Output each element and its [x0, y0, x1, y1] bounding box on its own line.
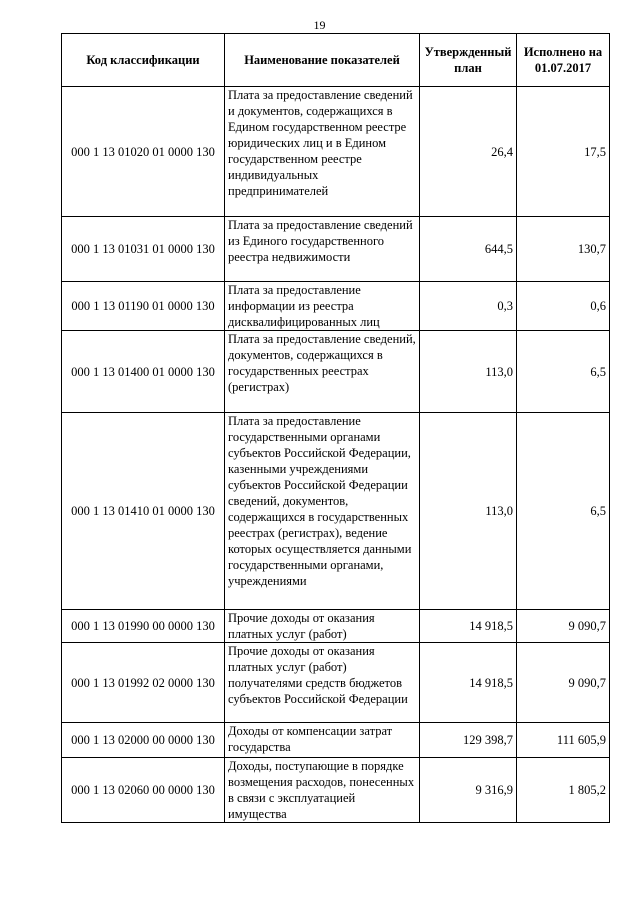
plan-cell: 113,0: [420, 413, 517, 610]
table-row: [62, 643, 610, 723]
header-code: Код классификации: [62, 34, 225, 87]
code-cell: 000 1 13 01990 00 0000 130: [62, 610, 225, 643]
name-cell: Плата за предоставление сведений и документов, содержащихся в Едином государственном реестре юридических лиц и в Едином государственном реестре индивидуальных предпринимателей: [225, 87, 420, 217]
done-cell: 17,5: [517, 87, 610, 217]
code-cell: 000 1 13 01190 01 0000 130: [62, 282, 225, 331]
name-cell: Плата за предоставление государственными органами субъектов Российской Федерации, казенными учреждениями субъектов Российской Федерации сведений, документов, содержащихся в государственных реестрах (регистрах), ведение которых осуществляется данными государственными органами, учреждениями: [225, 413, 420, 610]
table-row: [62, 610, 610, 643]
done-cell: 130,7: [517, 217, 610, 282]
code-cell: 000 1 13 01031 01 0000 130: [62, 217, 225, 282]
plan-cell: 129 398,7: [420, 723, 517, 758]
table-row: [62, 217, 610, 282]
done-cell: 6,5: [517, 331, 610, 413]
code-cell: 000 1 13 02060 00 0000 130: [62, 758, 225, 823]
code-cell: 000 1 13 01410 01 0000 130: [62, 413, 225, 610]
plan-cell: 0,3: [420, 282, 517, 331]
plan-cell: 14 918,5: [420, 610, 517, 643]
code-cell: 000 1 13 01992 02 0000 130: [62, 643, 225, 723]
table-row: [62, 331, 610, 413]
done-cell: 0,6: [517, 282, 610, 331]
name-cell: Плата за предоставление сведений, документов, содержащихся в государственных реестрах (регистрах): [225, 331, 420, 413]
budget-table: [61, 33, 610, 823]
plan-cell: 9 316,9: [420, 758, 517, 823]
table-header-row: [62, 34, 610, 87]
table-row: [62, 758, 610, 823]
code-cell: 000 1 13 02000 00 0000 130: [62, 723, 225, 758]
name-cell: Прочие доходы от оказания платных услуг (работ): [225, 610, 420, 643]
name-cell: Плата за предоставление сведений из Единого государственного реестра недвижимости: [225, 217, 420, 282]
code-cell: 000 1 13 01020 01 0000 130: [62, 87, 225, 217]
header-name: Наименование показателей: [225, 34, 420, 87]
plan-cell: 26,4: [420, 87, 517, 217]
name-cell: Плата за предоставление информации из реестра дисквалифицированных лиц: [225, 282, 420, 331]
plan-cell: 14 918,5: [420, 643, 517, 723]
done-cell: 1 805,2: [517, 758, 610, 823]
code-cell: 000 1 13 01400 01 0000 130: [62, 331, 225, 413]
name-cell: Доходы от компенсации затрат государства: [225, 723, 420, 758]
table-row: [62, 413, 610, 610]
done-cell: 6,5: [517, 413, 610, 610]
plan-cell: 113,0: [420, 331, 517, 413]
header-done: Исполнено на 01.07.2017: [517, 34, 610, 87]
name-cell: Доходы, поступающие в порядке возмещения расходов, понесенных в связи с эксплуатацией имущества: [225, 758, 420, 823]
done-cell: 9 090,7: [517, 643, 610, 723]
header-plan: Утвержденный план: [420, 34, 517, 87]
name-cell: Прочие доходы от оказания платных услуг (работ) получателями средств бюджетов субъектов Российской Федерации: [225, 643, 420, 723]
done-cell: 9 090,7: [517, 610, 610, 643]
plan-cell: 644,5: [420, 217, 517, 282]
done-cell: 111 605,9: [517, 723, 610, 758]
page-number: 19: [313, 18, 326, 32]
table-row: [62, 723, 610, 758]
table-row: [62, 282, 610, 331]
table-row: [62, 87, 610, 217]
